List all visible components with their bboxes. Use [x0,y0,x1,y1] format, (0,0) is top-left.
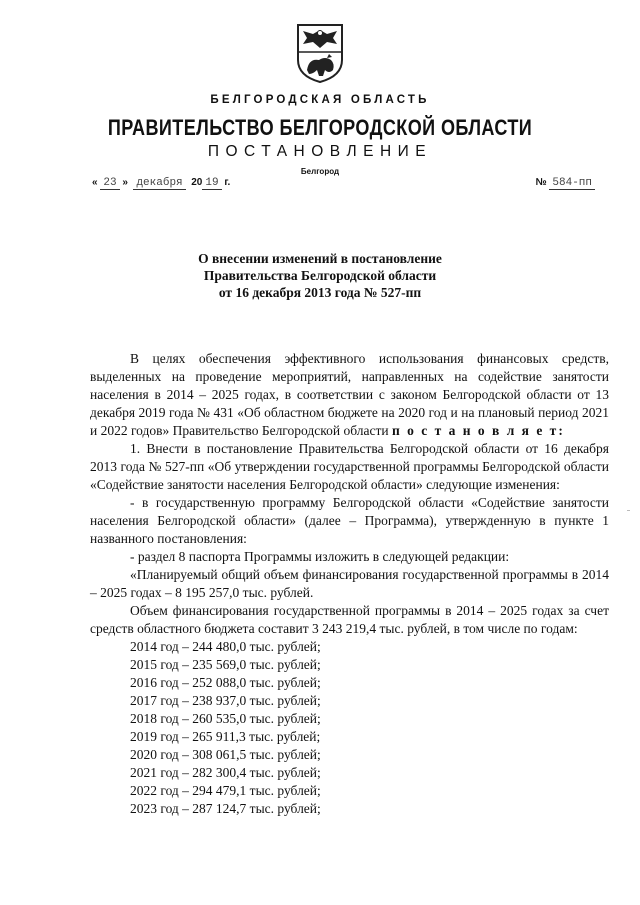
government-name: ПРАВИТЕЛЬСТВО БЕЛГОРОДСКОЙ ОБЛАСТИ [107,115,533,140]
region-name: БЕЛГОРОДСКАЯ ОБЛАСТЬ [210,94,430,106]
year-row: 2023 год – 287 124,7 тыс. рублей; [130,801,321,816]
date-day: 23 [100,177,119,190]
number-label: № [535,177,547,188]
date-month: декабря [133,177,185,190]
year-row: 2020 год – 308 061,5 тыс. рублей; [130,747,321,762]
date-year-prefix: 20 [191,177,203,188]
resolve-word: п о с т а н о в л я е т: [391,423,565,438]
intro-text: В целях обеспечения эффективного использования финансовых средств, выделенных на проведение мероприятий, направленных на содействие занятости населения в 2014 – 2025 годах, в соответствии с законом Белгородской области от 13 декабря 2019 года № 431 «Об областном бюджете на 2020 год и на плановый период 2021 и 2022 годов» Правительство Белгородской области [90,351,609,438]
document-title [0,250,640,301]
title-line: Правительства Белгородской области [203,268,437,283]
year-row: 2016 год – 252 088,0 тыс. рублей; [130,675,321,690]
years-list [90,638,609,818]
coat-of-arms-emblem [295,22,345,84]
title-line: О внесении изменений в постановление [198,251,442,266]
section-8-paragraph: - раздел 8 паспорта Программы изложить в следующей редакции: [130,549,510,564]
item-1-sub-paragraph: - в государственную программу Белгородской области «Содействие занятости населения Белгородской области» (далее – Программа), утвержденную в пункте 1 названного постановления: [90,495,609,546]
open-quote: « [92,177,98,188]
year-row: 2018 год – 260 535,0 тыс. рублей; [130,711,321,726]
document-number [535,177,595,189]
funding-paragraph: Объем финансирования государственной программы в 2014 – 2025 годах за счет средств областного бюджета составит 3 243 219,4 тыс. рублей, в том числе по годам: [90,603,609,636]
year-row: 2021 год – 282 300,4 тыс. рублей; [130,765,321,780]
year-row: 2022 год – 294 479,1 тыс. рублей; [130,783,321,798]
item-1-paragraph: 1. Внести в постановление Правительства Белгородской области от 16 декабря 2013 года № 527-пп «Об утверждении государственной программы Белгородской области «Содействие занятости населения Белгородской области» следующие изменения: [90,441,609,492]
year-row: 2015 год – 235 569,0 тыс. рублей; [130,657,321,672]
document-type: ПОСТАНОВЛЕНИЕ [207,143,433,160]
planned-funding-paragraph: «Планируемый общий объем финансирования государственной программы в 2014 – 2025 годах – 8 195 257,0 тыс. рублей. [90,567,609,600]
date-line [92,177,230,189]
year-row: 2017 год – 238 937,0 тыс. рублей; [130,693,321,708]
document-body [90,350,609,818]
city-name: Белгород [300,167,340,176]
date-year-suffix: 19 [202,177,221,190]
year-row: 2019 год – 265 911,3 тыс. рублей; [130,729,321,744]
intro-paragraph [90,350,609,440]
close-quote: » [122,177,128,188]
scan-artifact [627,510,630,511]
date-year-unit: г. [224,177,231,188]
number-value: 584-пп [549,177,595,190]
title-line: от 16 декабря 2013 года № 527-пп [218,285,422,300]
year-row: 2014 год – 244 480,0 тыс. рублей; [130,639,321,654]
